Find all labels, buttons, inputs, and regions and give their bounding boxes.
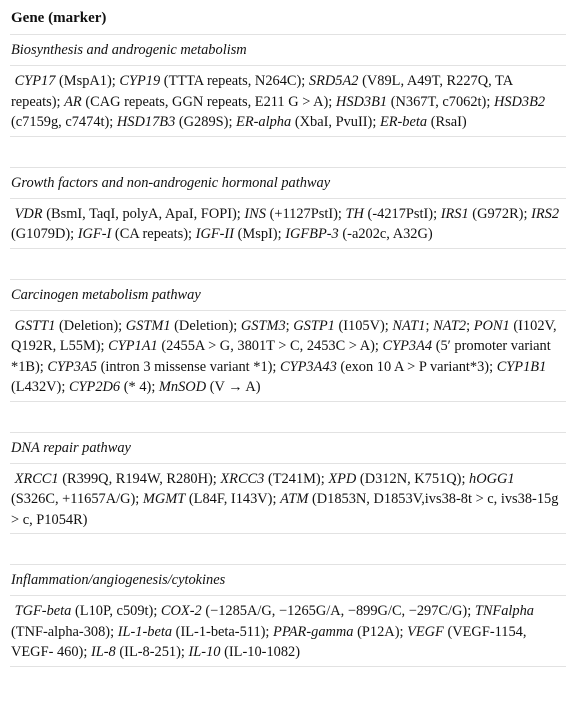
gene-marker: (MspA1); [59, 73, 120, 89]
gene-name: NAT1 [392, 317, 426, 334]
gene-marker: (G289S); [178, 114, 237, 130]
gene-marker: (D1853N, D1853V,ivs38-8t > c, ivs38-15g > c, P1054R) [11, 491, 559, 528]
gene-marker: (Deletion); [174, 317, 241, 334]
gene-name: PPAR-gamma [273, 623, 354, 640]
gene-marker: (VEGF-1154, VEGF- 460); [11, 623, 527, 660]
gene-marker: (T241M); [267, 470, 329, 487]
gene-name: IGF-I [77, 226, 112, 242]
gene-marker: (G1079D); [11, 226, 78, 242]
gene-name: HSD3B2 [493, 93, 546, 110]
gene-name: CYP17 [14, 73, 56, 89]
gene-name: IL-10 [188, 644, 221, 660]
gene-marker: (5′ promoter variant *1B); [11, 338, 551, 375]
category-row: Carcinogen metabolism pathway [10, 280, 566, 311]
gene-marker: (S326C, +11657A/G); [11, 491, 143, 507]
gene-name: CYP19 [119, 73, 161, 89]
gene-marker: ; [285, 317, 294, 334]
gene-list-row [10, 199, 566, 249]
gene-list-row [10, 596, 566, 667]
spacer-row [10, 534, 566, 565]
gene-name: CYP3A43 [280, 358, 337, 375]
gene-marker: (Deletion); [59, 317, 126, 334]
gene-marker: (CA repeats); [114, 226, 196, 242]
gene-name: GSTP1 [293, 317, 335, 334]
gene-marker: (V89L, A49T, R227Q, TA repeats); [11, 73, 513, 110]
gene-name: XRCC3 [220, 470, 265, 487]
gene-marker: (exon 10 A > P variant*3); [340, 358, 497, 375]
category-row: DNA repair pathway [10, 433, 566, 464]
gene-name: NAT2 [433, 317, 467, 334]
table-body [10, 35, 566, 667]
gene-name: IRS2 [531, 205, 560, 222]
gene-list-row [10, 464, 566, 535]
gene-name: AR [64, 93, 82, 110]
gene-marker: (IL-10-1082) [224, 644, 301, 660]
gene-name: ER-beta [379, 114, 428, 130]
gene-marker: (IL-8-251); [119, 644, 189, 660]
gene-name: IGF-II [195, 226, 235, 242]
gene-marker: (V → A) [209, 379, 261, 395]
table-header: Gene (marker) [10, 3, 566, 35]
gene-name: IL-8 [90, 644, 116, 660]
gene-name: IGFBP-3 [285, 226, 339, 242]
gene-name: SRD5A2 [308, 73, 359, 89]
gene-name: MGMT [142, 491, 186, 507]
gene-marker: (L84F, I143V); [188, 491, 281, 507]
gene-marker: (I105V); [338, 317, 393, 334]
gene-name: COX-2 [160, 603, 202, 619]
gene-name: GSTM1 [125, 317, 171, 334]
gene-name: TH [345, 205, 364, 222]
category-row: Biosynthesis and androgenic metabolism [10, 35, 566, 66]
gene-name: CYP3A5 [47, 358, 97, 375]
gene-name: XRCC1 [14, 470, 59, 487]
gene-name: IRS1 [440, 205, 469, 222]
gene-name: MnSOD [158, 379, 207, 395]
gene-name: IL-1-beta [117, 623, 173, 640]
gene-marker: (−1285A/G, −1265G/A, −899G/C, −297C/G); [205, 603, 475, 619]
gene-name: GSTM3 [240, 317, 286, 334]
category-row: Growth factors and non-androgenic hormonal pathway [10, 168, 566, 199]
gene-name: TNFalpha [474, 603, 534, 619]
gene-name: PON1 [473, 317, 510, 334]
gene-marker: (c7159g, c7474t); [11, 114, 117, 130]
gene-name: hOGG1 [469, 470, 515, 487]
gene-marker: (L432V); [11, 379, 69, 395]
gene-marker: (BsmI, TaqI, polyA, ApaI, FOPI); [46, 205, 245, 222]
gene-name: ER-alpha [236, 114, 292, 130]
gene-name: HSD3B1 [335, 93, 388, 110]
category-row: Inflammation/angiogenesis/cytokines [10, 565, 566, 596]
gene-marker-table [10, 3, 566, 667]
gene-name: GSTT1 [14, 317, 56, 334]
gene-marker: (RsaI) [430, 114, 467, 130]
gene-marker: (I102V, Q192R, L55M); [11, 317, 557, 354]
gene-name: CYP1B1 [496, 358, 547, 375]
gene-list-row [10, 66, 566, 137]
gene-marker: (+1127PstI); [269, 205, 346, 222]
gene-marker: (* 4); [123, 379, 159, 395]
gene-name: VDR [14, 205, 43, 222]
gene-marker: (CAG repeats, GGN repeats, E211 G > A); [85, 93, 336, 110]
gene-marker: (TNF-alpha-308); [11, 623, 118, 640]
gene-name: TGF-beta [14, 603, 72, 619]
gene-marker: ; [425, 317, 434, 334]
gene-marker: (intron 3 missense variant *1); [100, 358, 281, 375]
gene-name: CYP3A4 [382, 338, 433, 354]
gene-list-row [10, 311, 566, 402]
gene-name: CYP2D6 [68, 379, 121, 395]
spacer-row [10, 137, 566, 168]
gene-marker: ; [466, 317, 474, 334]
gene-marker: (R399Q, R194W, R280H); [62, 470, 221, 487]
spacer-row [10, 249, 566, 280]
gene-marker: (-4217PstI); [367, 205, 441, 222]
gene-name: HSD17B3 [116, 114, 176, 130]
gene-name: CYP1A1 [108, 338, 158, 354]
gene-name: ATM [280, 491, 309, 507]
gene-name: INS [244, 205, 266, 222]
gene-marker: (2455A > G, 3801T > C, 2453C > A); [161, 338, 383, 354]
gene-marker: (L10P, c509t); [74, 603, 161, 619]
gene-marker: (D312N, K751Q); [359, 470, 470, 487]
gene-marker: (N367T, c7062t); [390, 93, 494, 110]
gene-marker: (XbaI, PvuII); [294, 114, 380, 130]
gene-marker: (IL-1-beta-511); [175, 623, 274, 640]
gene-marker: (MspI); [237, 226, 286, 242]
gene-marker: (G972R); [472, 205, 532, 222]
gene-name: VEGF [407, 623, 444, 640]
gene-marker: (TTTA repeats, N264C); [163, 73, 309, 89]
gene-name: XPD [328, 470, 357, 487]
spacer-row [10, 402, 566, 433]
gene-marker: (-a202c, A32G) [342, 226, 433, 242]
gene-marker: (P12A); [357, 623, 408, 640]
